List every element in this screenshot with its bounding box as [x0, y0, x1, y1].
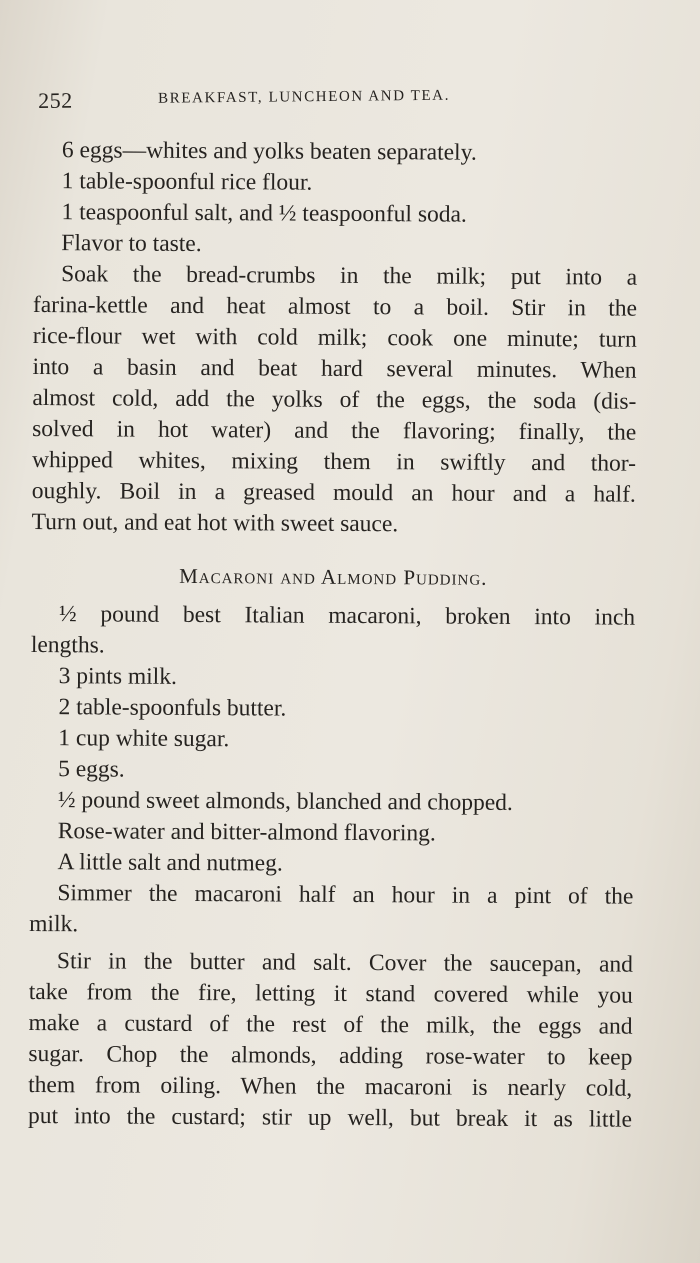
- method-line: milk.: [29, 910, 79, 938]
- method-line: into a basin and beat hard several minutes. When: [32, 353, 637, 384]
- running-title: BREAKFAST, LUNCHEON AND TEA.: [158, 87, 451, 107]
- ingredient-line: 1 table-spoonful rice flour.: [61, 168, 313, 196]
- method-line: whipped whites, mixing them in swiftly and thor-: [31, 446, 637, 477]
- method-line: Simmer the macaroni half an hour in a pint of the: [57, 880, 634, 910]
- method-line: rice-flour wet with cold milk; cook one minute; turn: [32, 322, 637, 353]
- method-line: make a custard of the rest of the milk, the eggs and: [28, 1009, 633, 1040]
- method-line: oughly. Boil in a greased mould an hour and a half.: [31, 477, 636, 508]
- ingredient-line: A little salt and nutmeg.: [57, 849, 283, 877]
- ingredient-line: 2 table-spoonfuls butter.: [58, 694, 287, 722]
- method-line: solved in hot water) and the flavoring; finally, the: [32, 415, 637, 446]
- ingredient-line: ½ pound sweet almonds, blanched and chopped.: [57, 787, 513, 816]
- method-line: take from the fire, letting it stand covered while you: [28, 978, 633, 1009]
- ingredient-line: Rose-water and bitter-almond flavoring.: [57, 818, 436, 847]
- ingredient-line: 5 eggs.: [58, 756, 125, 783]
- ingredient-line: ½ pound best Italian macaroni, broken into inch: [58, 601, 636, 631]
- method-line: Stir in the butter and salt. Cover the saucepan, and: [56, 948, 634, 978]
- running-head: [38, 80, 638, 116]
- method-line: them from oiling. When the macaroni is nearly cold,: [28, 1071, 633, 1102]
- page-body: [28, 135, 638, 1136]
- ingredient-line: 6 eggs—whites and yolks beaten separately.: [61, 137, 477, 166]
- recipe-heading: Macaroni and Almond Pudding.: [179, 563, 488, 590]
- method-line: farina-kettle and heat almost to a boil. Stir in the: [32, 291, 638, 322]
- method-line: sugar. Chop the almonds, adding rose-water to keep: [28, 1040, 633, 1071]
- method-line: Turn out, and eat hot with sweet sauce.: [31, 508, 399, 538]
- ingredient-line: 1 cup white sugar.: [58, 725, 230, 753]
- ingredient-line: 1 teaspoonful salt, and ½ teaspoonful soda.: [61, 199, 467, 228]
- method-line: put into the custard; stir up well, but break it as little: [27, 1102, 633, 1133]
- page-number: 252: [38, 87, 73, 113]
- ingredient-line: lengths.: [30, 631, 105, 659]
- method-line: almost cold, add the yolks of the eggs, the soda (dis-: [32, 384, 637, 415]
- ingredient-line: Flavor to taste.: [61, 230, 202, 258]
- method-line: Soak the bread-crumbs in the milk; put into a: [61, 261, 638, 291]
- ingredient-line: 3 pints milk.: [58, 663, 177, 690]
